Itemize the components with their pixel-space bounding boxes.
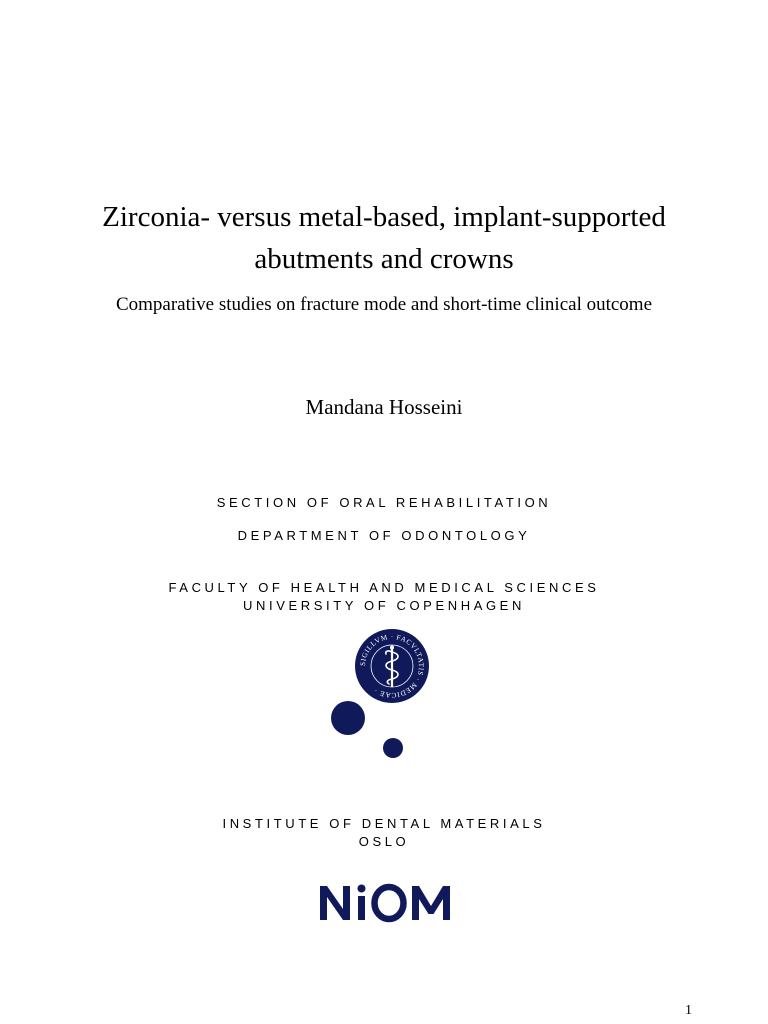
document-title bbox=[0, 196, 768, 280]
author-name: Mandana Hosseini bbox=[305, 395, 463, 419]
institute-city: OSLO bbox=[358, 834, 410, 849]
title-line-2: abutments and crowns bbox=[254, 243, 514, 275]
decorative-dot-large bbox=[331, 701, 365, 735]
faculty-name: FACULTY OF HEALTH AND MEDICAL SCIENCES bbox=[168, 580, 600, 595]
page-number: 1 bbox=[685, 1003, 692, 1018]
institute-name: INSTITUTE OF DENTAL MATERIALS bbox=[222, 816, 546, 831]
document-subtitle: Comparative studies on fracture mode and short-time clinical outcome bbox=[115, 294, 653, 315]
title-line-1: Zirconia- versus metal-based, implant-supported bbox=[102, 201, 666, 233]
svg-text:SIGILLVM · FACVLTATIS · MEDICA: SIGILLVM · FACVLTATIS · MEDICAE · bbox=[358, 632, 426, 700]
niom-logo bbox=[318, 880, 452, 924]
section-name: SECTION OF ORAL REHABILITATION bbox=[216, 495, 552, 510]
university-name: UNIVERSITY OF COPENHAGEN bbox=[243, 598, 525, 613]
department-name: DEPARTMENT OF ODONTOLOGY bbox=[237, 528, 531, 543]
university-seal-icon bbox=[354, 628, 430, 704]
decorative-dot-small bbox=[383, 738, 403, 758]
